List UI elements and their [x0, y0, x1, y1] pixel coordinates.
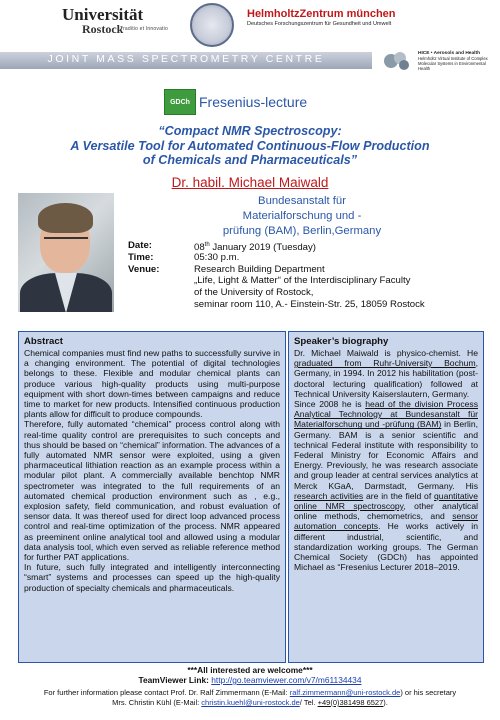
title-line-1: “Compact NMR Spectroscopy:	[158, 124, 342, 138]
venue-label: Venue:	[128, 263, 160, 275]
helmholtz-subtitle: Deutsches Forschungszentrum für Gesundheit und Umwelt	[247, 21, 392, 27]
welcome-note: ***All interested are welcome***	[187, 665, 313, 675]
lecture-title	[0, 124, 500, 168]
venue-line-4: seminar room 110, A.- Einstein-Str. 25, 18059 Rostock	[194, 298, 425, 310]
abstract-paragraph-1: Chemical companies must find new paths to successfully survive in a changing environment. The potential of digital technologies belongs to these. Flexible and modular chemical plants can produce various high-quality products using multi-purpose equipment with short down-times between campaigns and reduce time to market for new products. Intensified continuous production plants allow for difficult to produce compounds.	[24, 348, 280, 420]
university-name: Universität	[62, 5, 144, 24]
speaker-institution	[222, 194, 382, 239]
hice-name: HICE • Aerosols and Health	[418, 51, 481, 56]
speaker-name: Dr. habil. Michael Maiwald	[171, 175, 329, 190]
institution-line-2: prüfung (BAM), Berlin,Germany	[222, 225, 382, 237]
title-line-2: A Versatile Tool for Automated Continuous-Flow Production	[70, 138, 430, 153]
venue-line-2: „Life, Light & Matter“ of the Interdisciplinary Faculty	[194, 275, 411, 287]
zimmermann-email-link[interactable]: ralf.zimmermann@uni-rostock.de	[289, 688, 401, 697]
teamviewer-link[interactable]: http://go.teamviewer.com/v7/m61134434	[211, 675, 362, 685]
hice-logo-icon	[382, 50, 412, 72]
phone-number: +49(0)381498 6527	[317, 698, 384, 707]
gdch-logo: GDCh	[164, 89, 196, 115]
university-slogan: Traditio et Innovatio	[120, 26, 168, 32]
banner-title: JOINT MASS SPECTROMETRY CENTRE	[47, 53, 325, 65]
abstract-heading: Abstract	[24, 336, 63, 347]
lecture-series: Fresenius-lecture	[199, 94, 308, 110]
university-city: Rostock	[82, 22, 124, 36]
date-value: 08th January 2019 (Tuesday)	[194, 242, 316, 254]
biography-text: Dr. Michael Maiwald is physico-chemist. He graduated from Ruhr-University Bochum, Germany, in 1994. In 2012 his habilitation (post-doctoral lecturing qualification) followed at Technical University Kaiserslautern, Germany. Since 2008 he is head of the division Process Analytical Technology at Bundesanstalt für Materialforschung und -prüfung (BAM) in Berlin, Germany. BAM is a senior scientific and technical Federal institute with responsibility to Federal Ministry for Economic Affairs and Energy. Previously, he was research associate and group leader at central services analytics at Merck KGaA, Darmstadt, Germany. His research activities are in the field of quantitative online NMR spectroscopy, other analytical online methods, chemometrics, and sensor automation concepts. He works actively in different industrial, scientific, and standardization working groups. The German Chemical Society (GDCh) has appointed Michael as “Fresenius Lecturer 2018–2019.	[294, 348, 479, 573]
university-rostock-logo	[62, 6, 182, 35]
abstract-paragraph-2: Therefore, fully automated “chemical” process control along with real-time quality control are prerequisites to such concepts and thus should be based on “chemical” information. The advances of a fully automated NMR sensor were exploited, using a given pharmaceutical lithiation reaction as an example process within a modular pilot plant. A commercially available benchtop NMR spectrometer was integrated to the full requirements of an automated chemical production environment such as , e.g., explosion safety, field communication, and robust evaluation of sensor data. It was thereof used for direct loop advanced process control and real-time optimization of the process. NMR appeared as preeminent online analytical tool and allowed using a modular data analysis tool, which even served as reliable reference method for further PAT applications.	[24, 419, 280, 563]
hice-subtitle: Helmholtz Virtual Institute of Complex Molecular Systems in Environmental Health	[418, 56, 488, 71]
venue-line-3: of the University of Rostock,	[194, 287, 314, 299]
helmholtz-name: HelmholtzZentrum münchen	[247, 8, 396, 20]
contact-info: For further information please contact Prof. Dr. Ralf Zimmermann (E-Mail: ralf.zimmermann@uni-rostock.de) or his secretary Mrs. Christin Kühl (E-Mail: christin.kuehl@uni-rostock.de/ Tel. +49(0)381498 6527).	[43, 688, 457, 707]
biography-box	[288, 331, 484, 663]
speaker-photo	[18, 193, 114, 312]
abstract-paragraph-3: In future, such fully integrated and intelligently interconnecting “smart” systems and processes can speed up the high-quality production of specialty chemicals and pharmaceuticals.	[24, 562, 280, 593]
abstract-box	[18, 331, 286, 663]
teamviewer-line	[0, 675, 500, 685]
institution-line-1: Bundesanstalt für Materialforschung und -	[242, 195, 362, 222]
date-label: Date:	[128, 240, 152, 251]
teamviewer-label: TeamViewer Link:	[138, 675, 212, 685]
time-label: Time:	[128, 251, 154, 263]
biography-heading: Speaker’s biography	[294, 336, 389, 347]
venue-line-1: Research Building Department	[194, 263, 325, 275]
university-seal-icon	[190, 3, 234, 47]
title-line-3: of Chemicals and Pharmaceuticals”	[142, 153, 358, 167]
hice-text	[418, 50, 498, 71]
time-value: 05:30 p.m.	[194, 251, 240, 263]
kuehl-email-link[interactable]: christin.kuehl@uni-rostock.de	[201, 698, 300, 707]
